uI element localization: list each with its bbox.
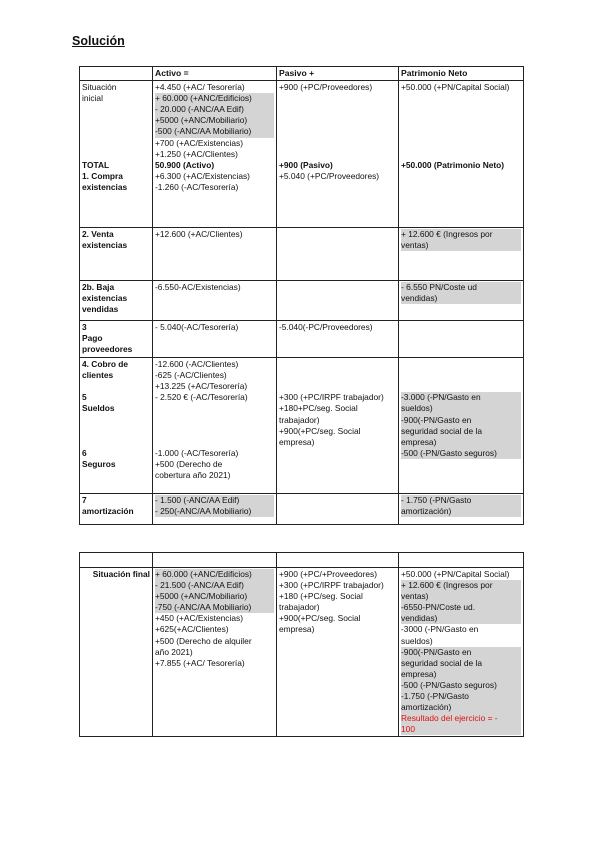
pn-cell: - 6.550 PN/Coste ud vendidas) xyxy=(399,281,524,321)
activo-cell: - 1.500 (-ANC/AA Edif) - 250(-ANC/AA Mobiliario) xyxy=(153,494,277,525)
pasivo-cell: +900 (+PC/Proveedores) +900 (Pasivo) +5.040 (+PC/Proveedores) xyxy=(277,81,399,228)
final-row xyxy=(80,568,524,737)
pn-cell: -3.000 (-PN/Gasto en sueldos) -900(-PN/Gasto en seguridad social de la empresa) -500 (-PN/Gasto seguros) xyxy=(399,358,524,494)
row-label: 7 amortización xyxy=(80,494,153,525)
row-label: Situación inicial TOTAL 1. Compra existencias xyxy=(80,81,153,228)
spacer-row xyxy=(80,553,524,568)
activo-cell: +12.600 (+AC/Clientes) xyxy=(153,228,277,281)
row-label: 2. Venta existencias xyxy=(80,228,153,281)
balance-table xyxy=(79,66,524,525)
activo-cell: - 5.040(-AC/Tesorería) xyxy=(153,321,277,358)
row-label: 2b. Baja existencias vendidas xyxy=(80,281,153,321)
table-row xyxy=(80,81,524,228)
final-pasivo-cell: +900 (+PC/+Proveedores) +300 (+PC/IRPF trabajador) +180 (+PC/seg. Social trabajador) +900(+PC/seg. Social empresa) xyxy=(277,568,399,737)
table-row xyxy=(80,494,524,525)
table-row xyxy=(80,228,524,281)
final-activo-cell: + 60.000 (+ANC/Edificios) - 21.500 (-ANC/AA Edif) +5000 (+ANC/Mobiliario) -750 (-ANC/AA Mobiliario) +450 (+AC/Existencias) +625(+AC/Clientes) +500 (Derecho de alquiler año 2021) +7.855 (+AC/ Tesorería) xyxy=(153,568,277,737)
pasivo-cell: -5.040(-PC/Proveedores) xyxy=(277,321,399,358)
pasivo-cell xyxy=(277,228,399,281)
pasivo-cell xyxy=(277,494,399,525)
row-label: 3 Pago proveedores xyxy=(80,321,153,358)
activo-cell: -6.550-AC/Existencias) xyxy=(153,281,277,321)
pn-cell: + 12.600 € (Ingresos por ventas) xyxy=(399,228,524,281)
table-row xyxy=(80,281,524,321)
pn-cell xyxy=(399,321,524,358)
result-value: 100 xyxy=(401,724,521,735)
row-label: 4. Cobro de clientes 5 Sueldos 6 Seguros xyxy=(80,358,153,494)
header-empty xyxy=(80,67,153,81)
result-text: Resultado del ejercicio = - xyxy=(401,713,521,724)
pn-cell: - 1.750 (-PN/Gasto amortización) xyxy=(399,494,524,525)
table-row xyxy=(80,358,524,494)
header-activo: Activo = xyxy=(153,67,277,81)
header-pasivo: Pasivo + xyxy=(277,67,399,81)
activo-cell: -12.600 (-AC/Clientes) -625 (-AC/Clientes) +13.225 (+AC/Tesorería) - 2.520 € (-AC/Tesorería) -1.000 (-AC/Tesorería) +500 (Derecho de cobertura año 2021) xyxy=(153,358,277,494)
final-pn-cell: +50.000 (+PN/Capital Social) + 12.600 € (Ingresos por ventas) -6550-PN/Coste ud. vendidas) -3000 (-PN/Gasto en sueldos) -900(-PN/Gasto en seguridad social de la empresa) -500 (-PN/Gasto seguros) -1.750 (-PN/Gasto amortización) Resultado del ejercicio = - 100 xyxy=(399,568,524,737)
pn-cell: +50.000 (+PN/Capital Social) +50.000 (Patrimonio Neto) xyxy=(399,81,524,228)
pasivo-cell: +300 (+PC/IRPF trabajador) +180+PC/seg. Social trabajador) +900(+PC/seg. Social empresa) xyxy=(277,358,399,494)
final-table xyxy=(79,552,524,737)
final-label: Situación final xyxy=(80,568,153,737)
table-row xyxy=(80,321,524,358)
activo-cell: +4.450 (+AC/ Tesorería) + 60.000 (+ANC/Edificios) - 20.000 (-ANC/AA Edif) +5000 (+ANC/Mobiliario) -500 (-ANC/AA Mobiliario) +700 (+AC/Existencias) +1.250 (+AC/Clientes) 50.900 (Activo) +6.300 (+AC/Existencias) -1.260 (-AC/Tesorería) xyxy=(153,81,277,228)
page-title: Solución xyxy=(72,34,125,48)
header-row xyxy=(80,67,524,81)
header-patrimonio: Patrimonio Neto xyxy=(399,67,524,81)
pasivo-cell xyxy=(277,281,399,321)
